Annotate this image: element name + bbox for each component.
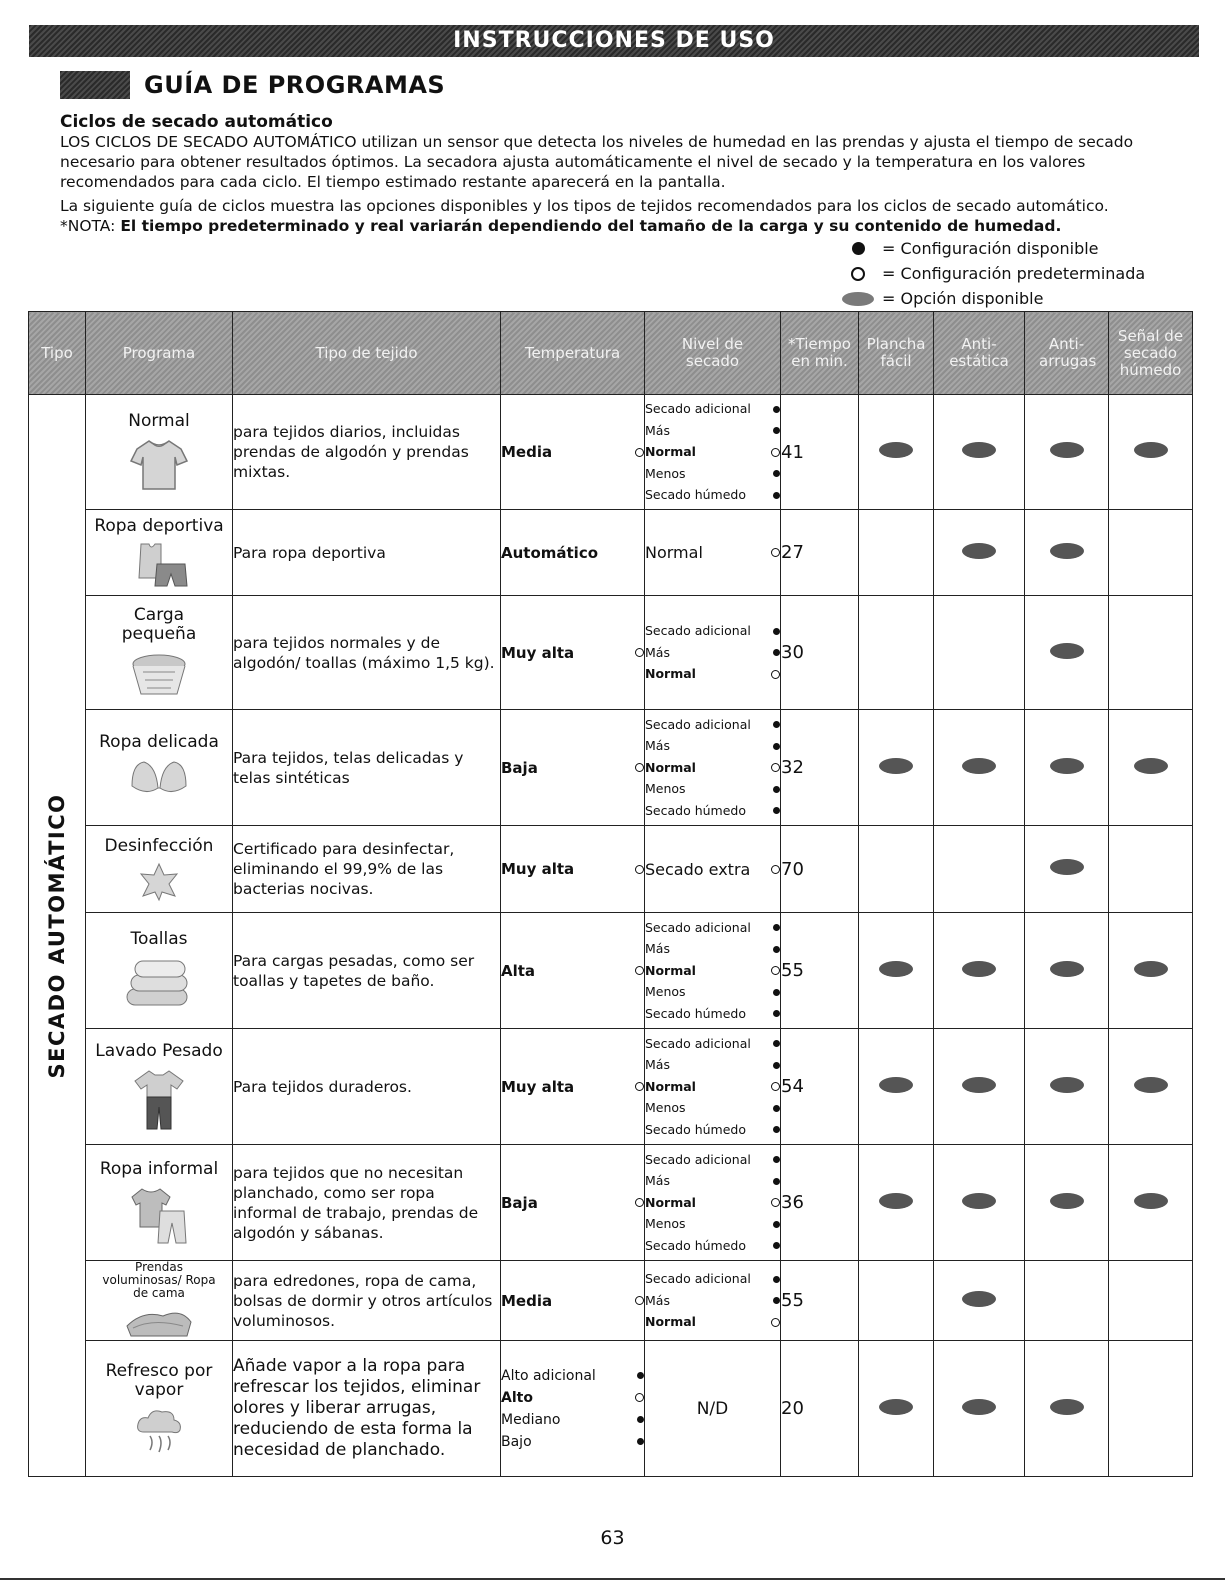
- antiarrugas-cell: [1025, 1261, 1109, 1341]
- time-cell: 30: [781, 596, 859, 710]
- antiarrugas-cell: [1025, 596, 1109, 710]
- legend-default: [840, 261, 1145, 286]
- temperature-cell: [501, 596, 645, 710]
- default-circle-icon: [635, 1393, 644, 1402]
- default-circle-icon: [635, 966, 644, 975]
- available-dot-icon: [773, 1062, 780, 1069]
- option-oval-icon: [879, 1193, 913, 1209]
- bottom-rule: [0, 1578, 1225, 1580]
- program-cell: [86, 1341, 233, 1477]
- plancha-cell: [859, 395, 934, 510]
- dry-level-cell: [645, 395, 781, 510]
- program-name: Lavado Pesado: [95, 1041, 223, 1061]
- dry-option: Secado adicional: [645, 1271, 751, 1287]
- available-dot-icon: [773, 924, 780, 931]
- dry-option: Normal: [645, 962, 696, 978]
- dry-option: Menos: [645, 1100, 686, 1116]
- header-senal: Señal de secado húmedo: [1109, 312, 1193, 395]
- program-cell: [86, 913, 233, 1029]
- default-circle-icon: [635, 648, 644, 657]
- default-circle-icon: [771, 763, 780, 772]
- senal-cell: [1109, 395, 1193, 510]
- dry-option: Más: [645, 1173, 670, 1189]
- table-row: [29, 1145, 1193, 1261]
- temperature-value: Media: [501, 443, 553, 461]
- option-oval-icon: [1134, 442, 1168, 458]
- program-guide-table: [28, 311, 1193, 1477]
- temperature-option: Mediano: [501, 1411, 561, 1428]
- program-name: Toallas: [130, 929, 188, 949]
- available-dot-icon: [773, 628, 780, 635]
- page-number: 63: [600, 1527, 625, 1549]
- default-circle-icon: [771, 1082, 780, 1091]
- plancha-cell: [859, 1341, 934, 1477]
- available-dot-icon: [773, 1040, 780, 1047]
- intro-paragraph-1: LOS CICLOS DE SECADO AUTOMÁTICO utilizan un sensor que detecta los niveles de humedad en las prendas y ajusta el tiempo de secado necesario para obtener resultados óptimos. La secadora ajusta automáticamente el nivel de secado y la temperatura en los valores recomendados para cada ciclo. El tiempo estimado restante aparecerá en la pantalla.: [60, 133, 1134, 191]
- fabric-cell: para tejidos diarios, incluidas prendas de algodón y prendas mixtas.: [233, 395, 501, 510]
- table-row: [29, 1029, 1193, 1145]
- time-cell: 32: [781, 710, 859, 826]
- section-marker: [60, 71, 130, 99]
- program-cell: [86, 510, 233, 596]
- option-oval-icon: [1134, 961, 1168, 977]
- default-circle-icon: [771, 448, 780, 457]
- program-cell: [86, 1029, 233, 1145]
- available-dot-icon: [773, 786, 780, 793]
- antiestatica-cell: [934, 1261, 1025, 1341]
- option-oval-icon: [879, 1077, 913, 1093]
- temperature-cell: [501, 1145, 645, 1261]
- program-name: Normal: [128, 410, 190, 431]
- dry-option: Normal: [645, 1194, 696, 1210]
- dry-level-cell: [645, 596, 781, 710]
- header-tiempo: *Tiempo en min.: [781, 312, 859, 395]
- temperature-option: Alto adicional: [501, 1367, 596, 1384]
- dry-option: Más: [645, 644, 670, 660]
- fabric-cell: Para tejidos, telas delicadas y telas sintéticas: [233, 710, 501, 826]
- dry-option: Secado extra: [645, 859, 751, 879]
- default-circle-icon: [771, 670, 780, 679]
- sportswear-icon: [127, 542, 191, 588]
- available-dot-icon: [773, 807, 780, 814]
- temperature-cell: [501, 913, 645, 1029]
- temperature-cell: [501, 826, 645, 913]
- dry-option: Menos: [645, 1216, 686, 1232]
- option-oval-icon: [1134, 1193, 1168, 1209]
- dry-option: Secado adicional: [645, 623, 751, 639]
- table-row: [29, 913, 1193, 1029]
- default-circle-icon: [635, 1082, 644, 1091]
- antiarrugas-cell: [1025, 913, 1109, 1029]
- option-oval-icon: [962, 1291, 996, 1307]
- option-oval-icon: [1050, 643, 1084, 659]
- senal-cell: [1109, 826, 1193, 913]
- steam-cloud-icon: [132, 1406, 186, 1456]
- senal-cell: [1109, 1029, 1193, 1145]
- table-row: [29, 510, 1193, 596]
- dry-option: Secado adicional: [645, 716, 751, 732]
- fabric-cell: Certificado para desinfectar, eliminando el 99,9% de las bacterias nocivas.: [233, 826, 501, 913]
- casual-clothes-icon: [126, 1185, 192, 1245]
- program-cell: [86, 826, 233, 913]
- temperature-cell: [501, 710, 645, 826]
- tipo-label: SECADO AUTOMÁTICO: [45, 793, 69, 1078]
- dry-option: Normal: [645, 1314, 696, 1330]
- plancha-cell: [859, 913, 934, 1029]
- temperature-value: Muy alta: [501, 643, 575, 662]
- legend: [840, 236, 1145, 311]
- available-dot-icon: [637, 1416, 644, 1423]
- antiestatica-cell: [934, 826, 1025, 913]
- available-dot-icon: [773, 1221, 780, 1228]
- available-dot-icon: [773, 649, 780, 656]
- option-oval-icon: [962, 758, 996, 774]
- dry-level-cell: [645, 913, 781, 1029]
- header-temperatura: Temperatura: [501, 312, 645, 395]
- plancha-cell: [859, 1145, 934, 1261]
- temperature-cell: [501, 1341, 645, 1477]
- temperature-cell: [501, 1029, 645, 1145]
- fabric-cell: para edredones, ropa de cama, bolsas de dormir y otros artículos voluminosos.: [233, 1261, 501, 1341]
- option-oval-icon: [962, 1077, 996, 1093]
- table-row: [29, 710, 1193, 826]
- table-row: [29, 596, 1193, 710]
- fabric-cell: Añade vapor a la ropa para refrescar los tejidos, eliminar olores y liberar arrugas, reduciendo de esta forma la necesidad de planchado.: [233, 1341, 501, 1477]
- temperature-value: Alta: [501, 961, 536, 980]
- available-dot-icon: [637, 1438, 644, 1445]
- fabric-cell: para tejidos normales y de algodón/ toallas (máximo 1,5 kg).: [233, 596, 501, 710]
- table-header-row: [29, 312, 1193, 395]
- plancha-cell: [859, 510, 934, 596]
- option-oval-icon: [1050, 1399, 1084, 1415]
- option-oval-icon: [879, 961, 913, 977]
- option-oval-icon: [1050, 543, 1084, 559]
- plancha-cell: [859, 826, 934, 913]
- available-dot-icon: [773, 1242, 780, 1249]
- dry-option: Secado húmedo: [645, 802, 747, 818]
- time-cell: 55: [781, 913, 859, 1029]
- option-oval-icon: [1134, 1077, 1168, 1093]
- default-circle-icon: [635, 1198, 644, 1207]
- legend-option: [840, 286, 1145, 311]
- antiarrugas-cell: [1025, 1029, 1109, 1145]
- temperature-value: Muy alta: [501, 860, 575, 878]
- header-nivel: Nivel de secado: [645, 312, 781, 395]
- default-circle-icon: [635, 865, 644, 874]
- available-dot-icon: [773, 492, 780, 499]
- plancha-cell: [859, 1261, 934, 1341]
- option-oval-icon: [1050, 442, 1084, 458]
- tipo-cell: [29, 395, 86, 1477]
- antiestatica-cell: [934, 1145, 1025, 1261]
- antiarrugas-cell: [1025, 1145, 1109, 1261]
- default-circle-icon: [771, 966, 780, 975]
- antiestatica-cell: [934, 1029, 1025, 1145]
- grey-oval-icon: [842, 292, 874, 306]
- senal-cell: [1109, 1261, 1193, 1341]
- legend-default-label: = Configuración predeterminada: [882, 264, 1146, 283]
- dry-level-cell: [645, 1261, 781, 1341]
- program-name: Prendas voluminosas/ Ropa de cama: [102, 1260, 216, 1300]
- antiarrugas-cell: [1025, 826, 1109, 913]
- option-oval-icon: [1050, 758, 1084, 774]
- antiarrugas-cell: [1025, 395, 1109, 510]
- option-oval-icon: [962, 961, 996, 977]
- temperature-value: Media: [501, 1291, 553, 1310]
- sanitize-star-icon: [137, 862, 181, 902]
- antiestatica-cell: [934, 710, 1025, 826]
- header-antiestatica: Anti-estática: [934, 312, 1025, 395]
- dry-option: Más: [645, 941, 670, 957]
- antiarrugas-cell: [1025, 1341, 1109, 1477]
- bra-icon: [126, 758, 192, 802]
- header-tipo: Tipo: [29, 312, 86, 395]
- dry-option: Menos: [645, 781, 686, 797]
- dry-not-applicable: N/D: [696, 1398, 729, 1419]
- dry-option: Secado húmedo: [645, 1121, 747, 1137]
- available-dot-icon: [773, 743, 780, 750]
- dry-option: Más: [645, 422, 670, 438]
- dry-option: Más: [645, 1057, 670, 1073]
- program-cell: [86, 395, 233, 510]
- available-dot-icon: [773, 427, 780, 434]
- dry-level-cell: [645, 1145, 781, 1261]
- dry-option: Menos: [645, 465, 686, 481]
- available-dot-icon: [773, 989, 780, 996]
- temperature-cell: [501, 1261, 645, 1341]
- available-dot-icon: [773, 721, 780, 728]
- dry-option: Menos: [645, 984, 686, 1000]
- available-dot-icon: [773, 470, 780, 477]
- default-circle-icon: [635, 1296, 644, 1305]
- program-name: Desinfección: [104, 835, 214, 856]
- program-name: Carga pequeña: [121, 604, 197, 644]
- fabric-cell: Para cargas pesadas, como ser toallas y tapetes de baño.: [233, 913, 501, 1029]
- temperature-value: Automático: [501, 543, 599, 562]
- header-tejido: Tipo de tejido: [233, 312, 501, 395]
- dry-option: Más: [645, 1292, 670, 1308]
- dry-option: Normal: [645, 444, 696, 460]
- temperature-cell: [501, 395, 645, 510]
- senal-cell: [1109, 1341, 1193, 1477]
- filled-dot-icon: [852, 242, 865, 255]
- available-dot-icon: [773, 946, 780, 953]
- table-row: [29, 395, 1193, 510]
- header-programa: Programa: [86, 312, 233, 395]
- dry-option: Normal: [645, 666, 696, 682]
- dry-option: Normal: [645, 543, 703, 562]
- time-cell: 27: [781, 510, 859, 596]
- option-oval-icon: [879, 1399, 913, 1415]
- towels-icon: [121, 955, 197, 1011]
- intro-subhead: Ciclos de secado automático: [60, 112, 333, 132]
- program-name: Refresco por vapor: [105, 1360, 213, 1400]
- option-oval-icon: [1050, 1193, 1084, 1209]
- temperature-value: Baja: [501, 1193, 538, 1212]
- option-oval-icon: [1050, 859, 1084, 875]
- option-oval-icon: [879, 758, 913, 774]
- dry-level-cell: [645, 826, 781, 913]
- default-circle-icon: [635, 763, 644, 772]
- senal-cell: [1109, 510, 1193, 596]
- temperature-option: Bajo: [501, 1433, 532, 1450]
- header-antiarrugas: Anti-arrugas: [1025, 312, 1109, 395]
- shirt-icon: [129, 437, 189, 493]
- dry-option: Secado adicional: [645, 919, 751, 935]
- section-header: [60, 70, 445, 100]
- table-row: [29, 826, 1193, 913]
- legend-available: [840, 236, 1145, 261]
- legend-available-label: = Configuración disponible: [882, 239, 1099, 258]
- default-circle-icon: [771, 865, 780, 874]
- program-name: Ropa deportiva: [94, 516, 224, 536]
- time-cell: 70: [781, 826, 859, 913]
- available-dot-icon: [637, 1372, 644, 1379]
- dry-option: Secado adicional: [645, 1151, 751, 1167]
- antiestatica-cell: [934, 1341, 1025, 1477]
- option-oval-icon: [962, 1399, 996, 1415]
- default-circle-icon: [771, 1198, 780, 1207]
- fabric-cell: Para tejidos duraderos.: [233, 1029, 501, 1145]
- option-oval-icon: [962, 442, 996, 458]
- default-circle-icon: [771, 1318, 780, 1327]
- dry-level-cell: [645, 1341, 781, 1477]
- note-prefix: *NOTA:: [60, 217, 116, 235]
- open-circle-icon: [851, 267, 865, 281]
- option-oval-icon: [1050, 1077, 1084, 1093]
- temperature-option: Alto: [501, 1389, 533, 1406]
- overalls-icon: [129, 1067, 189, 1131]
- fabric-cell: Para ropa deportiva: [233, 510, 501, 596]
- program-cell: [86, 596, 233, 710]
- time-cell: 55: [781, 1261, 859, 1341]
- antiestatica-cell: [934, 395, 1025, 510]
- program-name: Ropa informal: [99, 1159, 219, 1179]
- dry-option: Normal: [645, 759, 696, 775]
- dry-level-cell: [645, 1029, 781, 1145]
- senal-cell: [1109, 1145, 1193, 1261]
- default-circle-icon: [771, 548, 780, 557]
- header-plancha: Plancha fácil: [859, 312, 934, 395]
- time-cell: 41: [781, 395, 859, 510]
- dry-option: Normal: [645, 1078, 696, 1094]
- available-dot-icon: [773, 1156, 780, 1163]
- program-cell: [86, 1261, 233, 1341]
- senal-cell: [1109, 596, 1193, 710]
- dry-option: Secado adicional: [645, 401, 751, 417]
- dry-option: Secado húmedo: [645, 1005, 747, 1021]
- antiestatica-cell: [934, 596, 1025, 710]
- available-dot-icon: [773, 1178, 780, 1185]
- option-oval-icon: [1134, 758, 1168, 774]
- legend-option-label: = Opción disponible: [882, 289, 1044, 308]
- option-oval-icon: [962, 543, 996, 559]
- available-dot-icon: [773, 406, 780, 413]
- dry-option: Más: [645, 738, 670, 754]
- available-dot-icon: [773, 1297, 780, 1304]
- program-cell: [86, 710, 233, 826]
- intro-note: [60, 216, 1200, 236]
- table-row: [29, 1261, 1193, 1341]
- time-cell: 20: [781, 1341, 859, 1477]
- available-dot-icon: [773, 1010, 780, 1017]
- dry-level-cell: [645, 710, 781, 826]
- default-circle-icon: [635, 448, 644, 457]
- time-cell: 54: [781, 1029, 859, 1145]
- dry-level-cell: [645, 510, 781, 596]
- dry-option: Secado húmedo: [645, 1237, 747, 1253]
- senal-cell: [1109, 913, 1193, 1029]
- time-cell: 36: [781, 1145, 859, 1261]
- antiestatica-cell: [934, 913, 1025, 1029]
- option-oval-icon: [962, 1193, 996, 1209]
- program-name: Ropa delicada: [99, 732, 219, 752]
- note-bold: El tiempo predeterminado y real variarán dependiendo del tamaño de la carga y su contenido de humedad.: [120, 217, 1062, 235]
- option-oval-icon: [879, 442, 913, 458]
- available-dot-icon: [773, 1105, 780, 1112]
- plancha-cell: [859, 596, 934, 710]
- dry-option: Secado adicional: [645, 1035, 751, 1051]
- plancha-cell: [859, 1029, 934, 1145]
- page-banner: INSTRUCCIONES DE USO: [29, 25, 1199, 57]
- table-row: [29, 1341, 1193, 1477]
- program-cell: [86, 1145, 233, 1261]
- temperature-value: Muy alta: [501, 1077, 575, 1096]
- section-title: GUÍA DE PROGRAMAS: [144, 71, 446, 99]
- dry-option: Secado húmedo: [645, 487, 747, 503]
- intro-paragraph-2: La siguiente guía de ciclos muestra las opciones disponibles y los tipos de tejidos recomendados para los ciclos de secado automático.: [60, 197, 1109, 215]
- fabric-cell: para tejidos que no necesitan planchado, como ser ropa informal de trabajo, prendas de algodón y sábanas.: [233, 1145, 501, 1261]
- antiarrugas-cell: [1025, 510, 1109, 596]
- basket-icon: [127, 650, 191, 700]
- available-dot-icon: [773, 1126, 780, 1133]
- antiestatica-cell: [934, 510, 1025, 596]
- temperature-cell: [501, 510, 645, 596]
- temperature-value: Baja: [501, 758, 538, 777]
- plancha-cell: [859, 710, 934, 826]
- intro-text: [60, 112, 1200, 236]
- senal-cell: [1109, 710, 1193, 826]
- option-oval-icon: [1050, 961, 1084, 977]
- antiarrugas-cell: [1025, 710, 1109, 826]
- bedding-icon: [123, 1302, 195, 1340]
- available-dot-icon: [773, 1276, 780, 1283]
